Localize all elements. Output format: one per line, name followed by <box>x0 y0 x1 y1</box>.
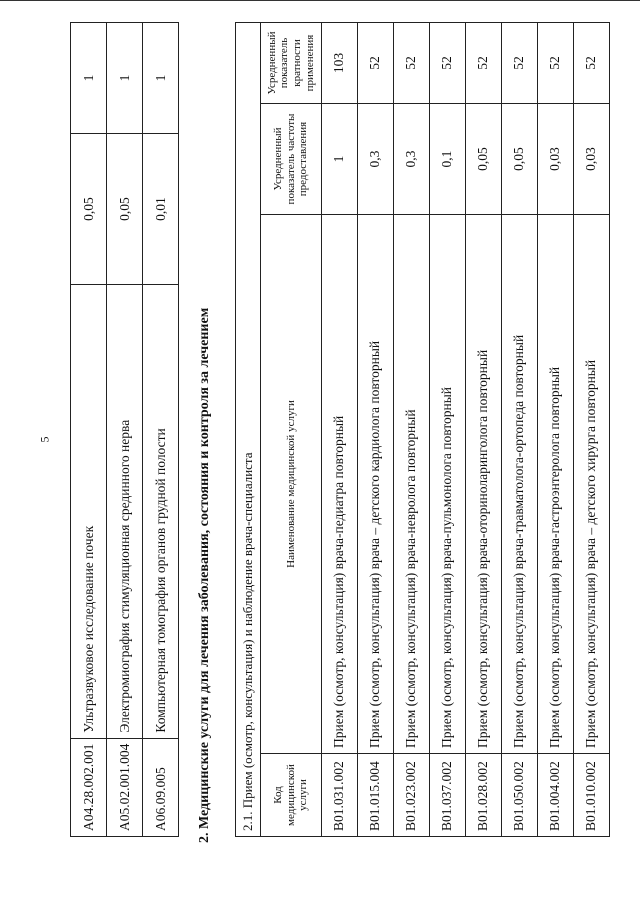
table-row <box>322 23 358 837</box>
multiplicity-value: 52 <box>394 23 430 104</box>
multiplicity-value: 52 <box>430 23 466 104</box>
table-row <box>430 23 466 837</box>
service-name: Ультразвуковое исследование почек <box>71 285 107 739</box>
frequency-value: 0,05 <box>71 134 107 285</box>
frequency-value: 0,05 <box>502 104 538 215</box>
header-name: Наименование медицинской услуги <box>261 215 322 754</box>
multiplicity-value: 52 <box>538 23 574 104</box>
service-code: B01.028.002 <box>466 754 502 837</box>
service-name: Прием (осмотр, консультация) врача – детского хирурга повторный <box>574 215 610 754</box>
service-code: B01.023.002 <box>394 754 430 837</box>
multiplicity-value: 103 <box>322 23 358 104</box>
table-row <box>574 23 610 837</box>
service-name: Электромиография стимуляционная срединного нерва <box>107 285 143 739</box>
service-name: Прием (осмотр, консультация) врача-педиатра повторный <box>322 215 358 754</box>
service-code: B01.015.004 <box>358 754 394 837</box>
table-row <box>466 23 502 837</box>
service-code: A05.02.001.004 <box>107 738 143 836</box>
multiplicity-value: 52 <box>466 23 502 104</box>
header-multiplicity: Усредненный показатель кратности применения <box>261 23 322 104</box>
table-row <box>394 23 430 837</box>
subsection-title: 2.1. Прием (осмотр, консультация) и наблюдение врача-специалиста <box>236 23 261 837</box>
multiplicity-value: 1 <box>71 23 107 134</box>
section-title: 2. Медицинские услуги для лечения заболевания, состояния и контроля за лечением <box>197 307 212 843</box>
service-code: B01.031.002 <box>322 754 358 837</box>
frequency-value: 0,05 <box>466 104 502 215</box>
table-row <box>358 23 394 837</box>
multiplicity-value: 52 <box>574 23 610 104</box>
service-name: Прием (осмотр, консультация) врача-невролога повторный <box>394 215 430 754</box>
multiplicity-value: 1 <box>107 23 143 134</box>
page-top-border <box>0 0 640 1</box>
service-code: A06.09.005 <box>143 738 179 836</box>
frequency-value: 0,03 <box>574 104 610 215</box>
service-name: Прием (осмотр, консультация) врача-травматолога-ортопеда повторный <box>502 215 538 754</box>
frequency-value: 0,05 <box>107 134 143 285</box>
table-row <box>502 23 538 837</box>
multiplicity-value: 1 <box>143 23 179 134</box>
service-code: B01.010.002 <box>574 754 610 837</box>
frequency-value: 0,1 <box>430 104 466 215</box>
service-name: Прием (осмотр, консультация) врача – детского кардиолога повторный <box>358 215 394 754</box>
frequency-value: 0,03 <box>538 104 574 215</box>
frequency-value: 0,3 <box>394 104 430 215</box>
header-code: Код медицинской услуги <box>261 754 322 837</box>
rotated-page-content <box>70 31 630 875</box>
service-code: B01.050.002 <box>502 754 538 837</box>
multiplicity-value: 52 <box>358 23 394 104</box>
frequency-value: 0,01 <box>143 134 179 285</box>
page-number: 5 <box>37 436 52 443</box>
table-row <box>107 23 143 837</box>
service-name: Прием (осмотр, консультация) врача-гастроэнтеролога повторный <box>538 215 574 754</box>
services-table <box>235 22 610 837</box>
table-row <box>538 23 574 837</box>
service-name: Компьютерная томография органов грудной полости <box>143 285 179 739</box>
table-row <box>71 23 107 837</box>
frequency-value: 0,3 <box>358 104 394 215</box>
frequency-value: 1 <box>322 104 358 215</box>
service-code: B01.037.002 <box>430 754 466 837</box>
diagnostics-table <box>70 22 179 837</box>
multiplicity-value: 52 <box>502 23 538 104</box>
service-name: Прием (осмотр, консультация) врача-оториноларинголога повторный <box>466 215 502 754</box>
header-row <box>261 23 322 837</box>
service-name: Прием (осмотр, консультация) врача-пульмонолога повторный <box>430 215 466 754</box>
header-frequency: Усредненный показатель частоты предоставления <box>261 104 322 215</box>
table-row <box>143 23 179 837</box>
subtitle-row <box>236 23 261 837</box>
service-code: A04.28.002.001 <box>71 738 107 836</box>
service-code: B01.004.002 <box>538 754 574 837</box>
